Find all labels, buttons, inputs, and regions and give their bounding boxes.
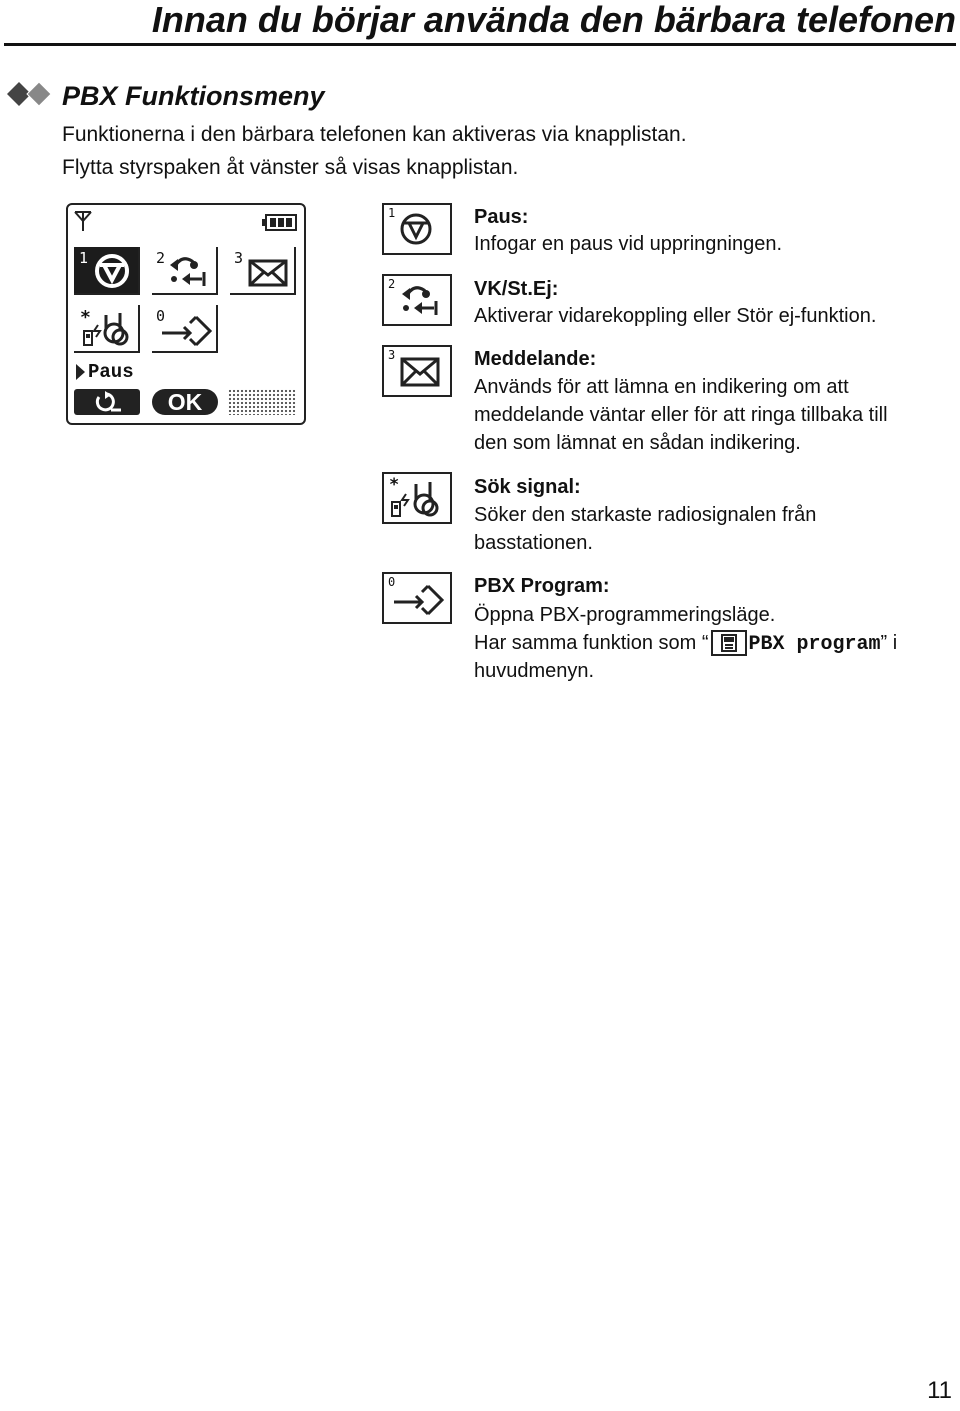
pbx-program-icon [160, 313, 214, 347]
tile-number: * [80, 307, 91, 328]
icon-number: * [389, 475, 400, 495]
feature-description: Infogar en paus vid uppringningen. [474, 233, 783, 255]
dot-pattern [228, 389, 296, 415]
page-number: 11 [927, 1377, 952, 1404]
feature-title: Sök signal: [474, 476, 581, 498]
tile-number: 3 [234, 249, 244, 267]
pbx-note-suffix: ” i [880, 632, 898, 654]
feature-title: Meddelande: [474, 348, 597, 370]
search-signal-icon [388, 478, 446, 520]
feature-title: VK/St.Ej: [474, 278, 559, 300]
back-icon [91, 391, 123, 413]
feature-description: Öppna PBX-programmeringsläge. [474, 604, 776, 626]
call-forward-icon [400, 282, 444, 318]
title-rule [4, 43, 956, 46]
page-title: Innan du börjar använda den bärbara telefonen [151, 0, 956, 40]
icon-box-pbx-program [382, 572, 452, 624]
pbx-program-icon [392, 580, 446, 616]
section-title: PBX Funktionsmeny [62, 81, 325, 111]
intro-text: Funktionerna i den bärbara telefonen kan aktiveras via knapplistan. [62, 123, 687, 146]
icon-box-search-signal [382, 472, 452, 524]
ok-softkey[interactable]: OK [152, 389, 218, 415]
caret-right-icon [74, 363, 86, 381]
feature-title: PBX Program: [474, 575, 610, 597]
feature-description: meddelande väntar eller för att ringa tillbaka till [474, 404, 888, 426]
pbx-program-menu-label: PBX program [748, 633, 881, 656]
call-forward-icon [168, 253, 212, 289]
diamond-bullet-icon [7, 80, 55, 108]
tile-pbx-program[interactable] [152, 305, 218, 353]
tile-message[interactable] [230, 247, 296, 295]
pause-icon [92, 251, 132, 291]
back-softkey[interactable] [74, 389, 140, 415]
intro-text: Flytta styrspaken åt vänster så visas knapplistan. [62, 156, 519, 179]
icon-box-pause [382, 203, 452, 255]
antenna-icon [72, 209, 94, 233]
feature-title: Paus: [474, 206, 529, 228]
feature-description: basstationen. [474, 532, 593, 554]
pbx-note-line [474, 629, 960, 659]
tile-number: 2 [156, 249, 166, 267]
icon-number: 3 [388, 348, 396, 362]
tile-number: 0 [156, 307, 166, 325]
icon-box-call-forward [382, 274, 452, 326]
icon-number: 2 [388, 277, 396, 291]
pbx-note-prefix: Har samma funktion som “ [474, 632, 709, 654]
icon-box-message [382, 345, 452, 397]
icon-number: 0 [388, 575, 396, 589]
handset-menu-icon [711, 630, 747, 656]
icon-number: 1 [388, 206, 396, 220]
pbx-note-line: huvudmenyn. [474, 660, 595, 682]
feature-description: Används för att lämna en indikering om att [474, 376, 849, 398]
envelope-icon [248, 259, 288, 287]
search-signal-icon [80, 309, 136, 349]
pause-icon [398, 211, 434, 247]
feature-description: Aktiverar vidarekoppling eller Stör ej-funktion. [474, 305, 877, 327]
tile-call-forward[interactable] [152, 247, 218, 295]
selected-label: Paus [88, 361, 134, 383]
battery-icon [262, 213, 298, 233]
handset-display [66, 203, 306, 425]
tile-search-signal[interactable] [74, 305, 140, 353]
envelope-icon [400, 357, 440, 387]
tile-number: 1 [79, 249, 89, 267]
feature-description: den som lämnat en sådan indikering. [474, 432, 801, 454]
tile-pause[interactable] [74, 247, 140, 295]
feature-description: Söker den starkaste radiosignalen från [474, 504, 817, 526]
